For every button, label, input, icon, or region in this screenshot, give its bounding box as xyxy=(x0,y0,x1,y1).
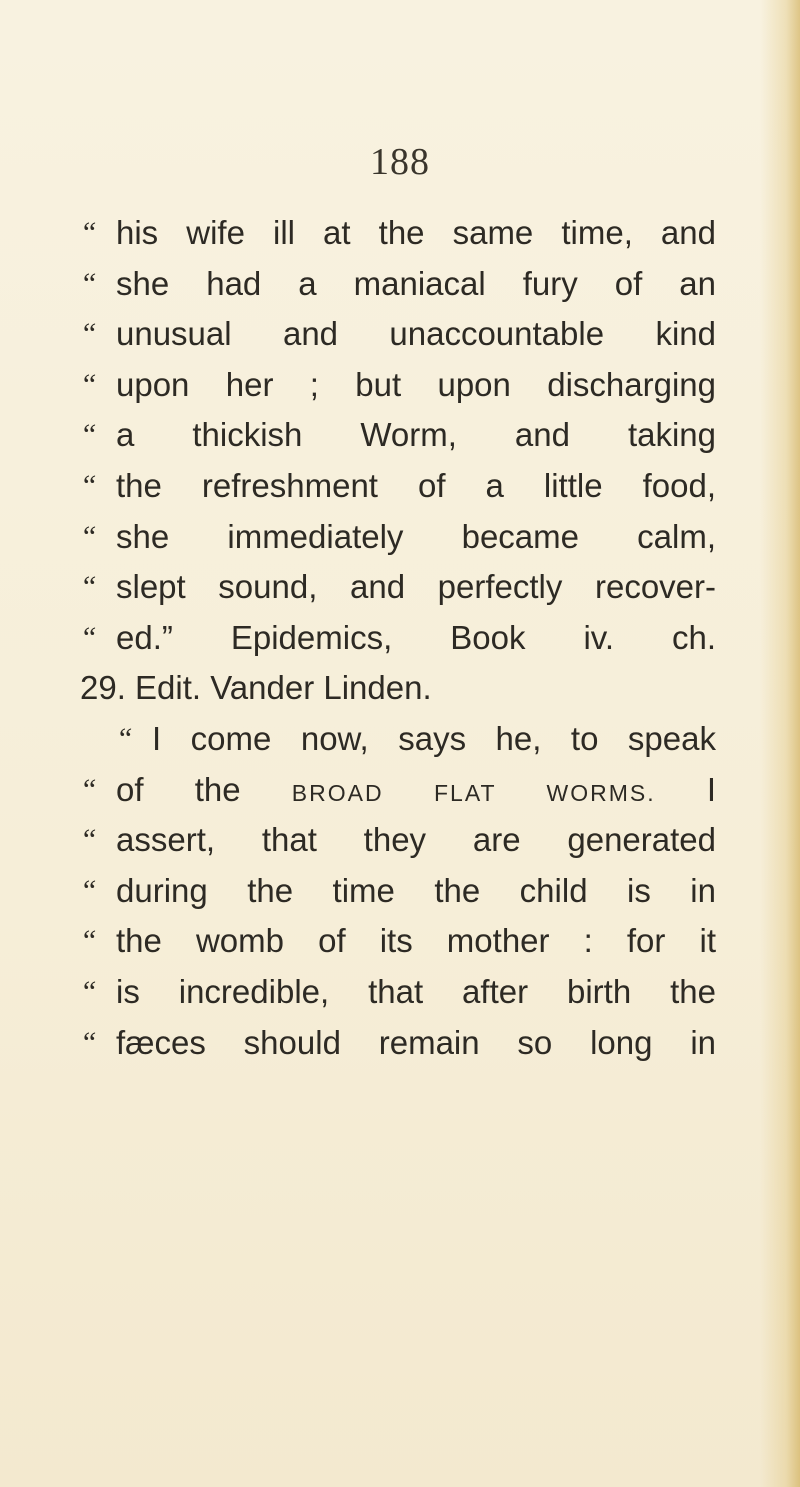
quote-mark: “ xyxy=(80,216,97,249)
text-line xyxy=(80,259,720,310)
text-line xyxy=(80,1018,720,1069)
quote-mark: “ xyxy=(80,367,97,401)
page-number: 188 xyxy=(370,141,430,183)
quote-mark: “ xyxy=(80,1025,97,1059)
line-text: unusual and unaccountable kind xyxy=(116,315,716,353)
quote-mark: “ xyxy=(80,772,97,806)
quote-mark: “ xyxy=(80,823,97,857)
text-line xyxy=(80,866,720,917)
line-text: upon her ; but upon discharging xyxy=(116,365,716,403)
text-line xyxy=(80,512,720,563)
text-line xyxy=(80,613,720,664)
line-text: assert, that they are generated xyxy=(116,821,716,859)
line-text: slept sound, and perfectly recover- xyxy=(116,568,716,606)
text-line xyxy=(80,967,720,1018)
quote-mark: “ xyxy=(80,924,97,958)
line-text: his wife ill at the same time, and xyxy=(116,214,716,251)
line-text: during the time the child is in xyxy=(116,871,716,909)
line-text xyxy=(116,765,716,819)
text-line xyxy=(80,916,720,967)
line-text: 29. Edit. Vander Linden. xyxy=(80,669,432,707)
text-line xyxy=(80,410,720,461)
line-text: the womb of its mother : for it xyxy=(116,922,716,960)
line-text: the refreshment of a little food, xyxy=(116,466,716,504)
quote-mark: “ xyxy=(80,418,97,452)
text-line xyxy=(80,360,720,411)
text-line xyxy=(80,208,720,259)
line-text: she had a maniacal fury of an xyxy=(116,264,716,302)
quote-mark: “ xyxy=(80,873,97,907)
line-text: ed.” Epidemics, Book iv. ch. xyxy=(116,618,716,656)
text-line xyxy=(80,663,720,714)
line-text-after: I xyxy=(706,770,717,808)
text-line xyxy=(80,714,720,765)
line-text: is incredible, that after birth the xyxy=(116,972,716,1010)
quote-mark: “ xyxy=(116,721,133,755)
text-line xyxy=(80,765,720,816)
text-line xyxy=(80,461,720,512)
line-text: a thickish Worm, and taking xyxy=(116,416,716,454)
line-text: I come now, says he, to speak xyxy=(152,719,716,757)
quote-mark: “ xyxy=(80,570,97,604)
text-line xyxy=(80,309,720,360)
body-text xyxy=(80,208,720,1068)
quote-mark: “ xyxy=(80,468,97,502)
line-text-before: of the xyxy=(116,770,241,808)
line-text: fæces should remain so long in xyxy=(116,1023,716,1061)
quote-mark: “ xyxy=(80,519,97,553)
quote-mark: “ xyxy=(80,317,97,351)
quote-mark: “ xyxy=(80,620,97,654)
text-line xyxy=(80,815,720,866)
small-caps-text: BROAD FLAT WORMS. xyxy=(291,779,656,806)
text-line xyxy=(80,562,720,613)
line-text: she immediately became calm, xyxy=(116,517,716,555)
quote-mark: “ xyxy=(80,974,97,1008)
quote-mark: “ xyxy=(80,266,97,300)
